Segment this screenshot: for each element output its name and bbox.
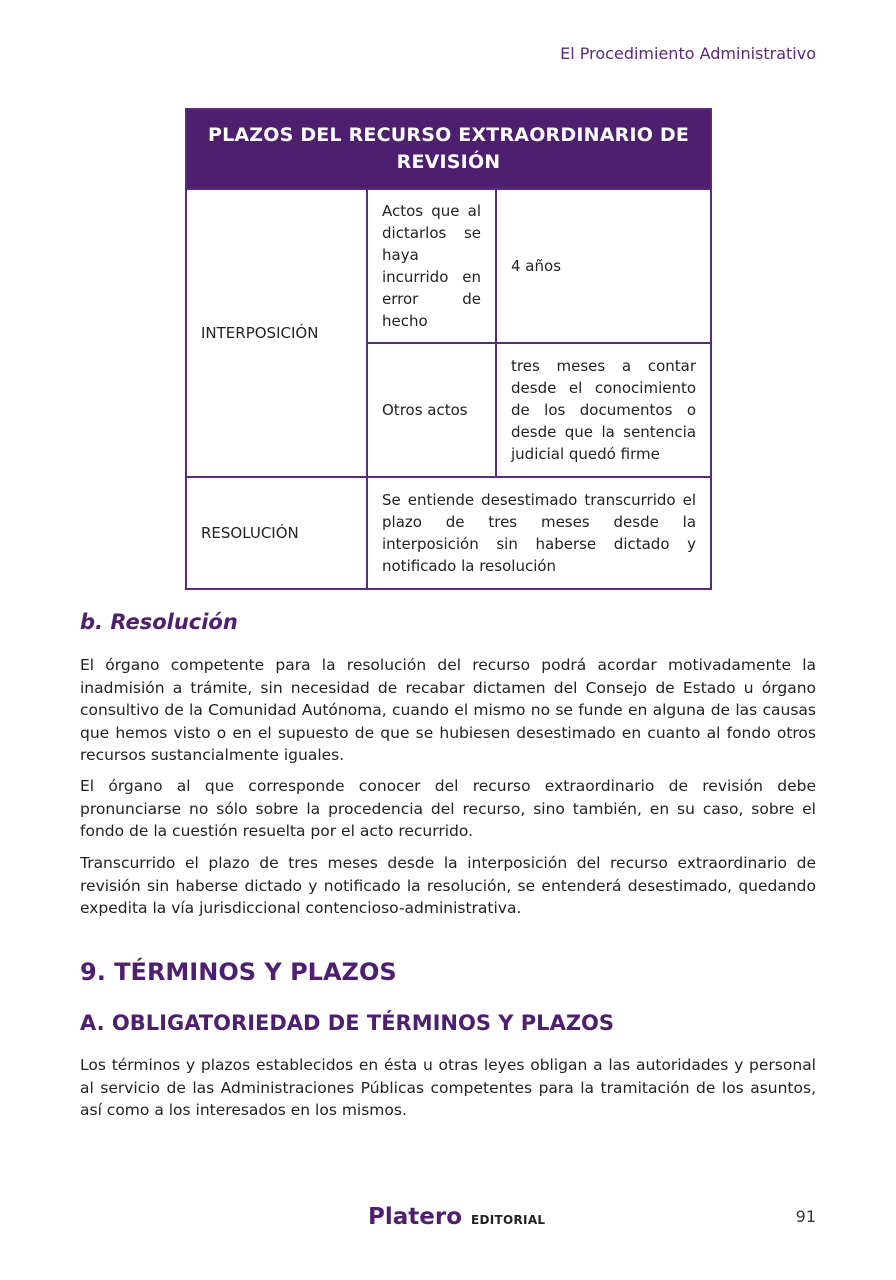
brand-editorial: EDITORIAL [471, 1213, 546, 1227]
resolucion-text: Se entiende desestimado transcurrido el plazo de tres meses desde la interposición sin haberse dictado y notificado la resolución [367, 477, 711, 589]
case-cell: Actos que al dictarlos se haya incurrido en error de hecho [367, 189, 496, 343]
case-cell: Otros actos [367, 343, 496, 477]
interposicion-label: INTERPOSICIÓN [186, 189, 367, 477]
resolucion-label: RESOLUCIÓN [186, 477, 367, 589]
table-header-row [186, 109, 711, 189]
running-header: El Procedimiento Administrativo [560, 44, 816, 63]
publisher-logo [368, 1204, 545, 1230]
page-number: 91 [795, 1207, 816, 1226]
paragraph: Los términos y plazos establecidos en ésta u otras leyes obligan a las autoridades y personal al servicio de las Administraciones Públicas competentes para la tramitación de los asuntos, así como a los interesados en los mismos. [80, 1056, 816, 1119]
paragraph: Transcurrido el plazo de tres meses desde la interposición del recurso extraordinario de revisión sin haberse dictado y notificado la resolución, se entenderá desestimado, quedando expedita la vía jurisdiccional contencioso-administrativa. [80, 854, 816, 917]
term-cell: tres meses a contar desde el conocimiento de los documentos o desde que la sentencia judicial quedó firme [496, 343, 711, 477]
paragraph: El órgano al que corresponde conocer del recurso extraordinario de revisión debe pronunciarse no sólo sobre la procedencia del recurso, sino también, en su caso, sobre el fondo de la cuestión resuelta por el acto recurrido. [80, 777, 816, 840]
table-row [186, 189, 711, 343]
table-row [186, 477, 711, 589]
term-cell: 4 años [496, 189, 711, 343]
brand-name: Platero [368, 1204, 462, 1230]
section-9a-heading: A. OBLIGATORIEDAD DE TÉRMINOS Y PLAZOS [80, 1011, 615, 1035]
plazos-table [185, 108, 712, 590]
table-title: PLAZOS DEL RECURSO EXTRAORDINARIO DE REVISIÓN [186, 109, 711, 189]
section-b-heading: b. Resolución [80, 610, 238, 634]
paragraph: El órgano competente para la resolución del recurso podrá acordar motivadamente la inadmisión a trámite, sin necesidad de recabar dictamen del Consejo de Estado u órgano consultivo de la Comunidad Autónoma, cuando el mismo no se funde en alguna de las causas que hemos visto o en el supuesto de que se hubiesen desestimado en cuanto al fondo otros recursos sustancialmente iguales. [80, 656, 816, 764]
section-9-heading: 9. TÉRMINOS Y PLAZOS [80, 958, 397, 986]
